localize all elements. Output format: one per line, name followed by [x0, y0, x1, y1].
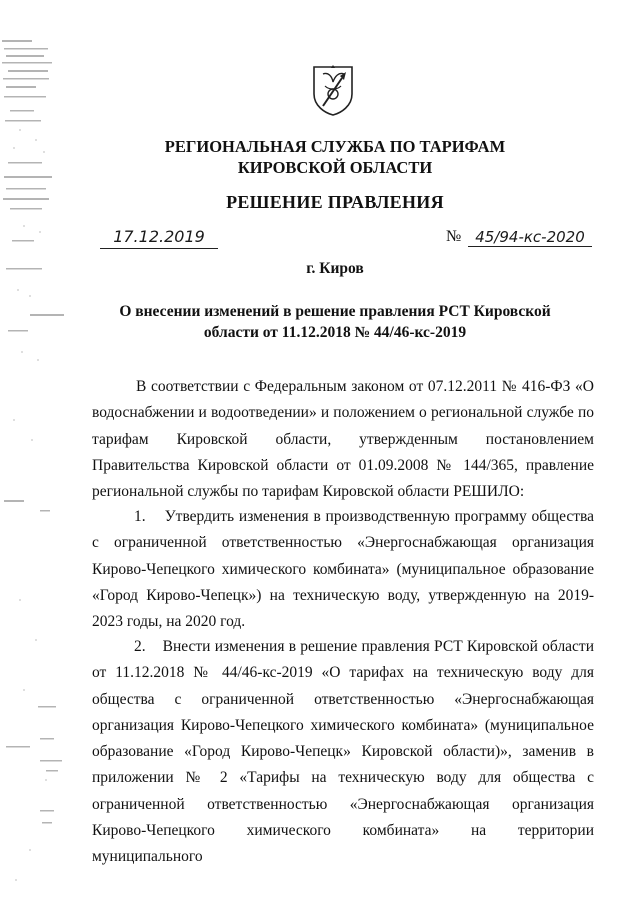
- document-type-title: РЕШЕНИЕ ПРАВЛЕНИЯ: [226, 192, 444, 212]
- decision-subject-line1: О внесении изменений в решение правления РСТ Кировской: [119, 303, 551, 320]
- kirov-coat-of-arms-icon: [311, 64, 355, 116]
- item-1-text: Утвердить изменения в производственную программу общества с ограниченной ответственностью «Энергоснабжающая организация Кирово-Чепецкого химического комбината» (муниципальное образование «Город Кирово-Чепецк») на техническую воду, утвержденную на 2019-2023 годы, на 2020 год.: [92, 508, 595, 631]
- item-2-number: 2.: [134, 638, 146, 655]
- item-1-paragraph: [92, 504, 594, 635]
- item-1-number: 1.: [134, 508, 146, 525]
- organization-name-line1: РЕГИОНАЛЬНАЯ СЛУЖБА ПО ТАРИФАМ: [164, 137, 506, 156]
- decision-number: 45/94-кс-2020: [468, 228, 592, 247]
- organization-name-line2: КИРОВСКОЙ ОБЛАСТИ: [237, 158, 433, 177]
- number-sign: №: [446, 228, 462, 245]
- item-2-text: Внести изменения в решение правления РСТ Кировской области от 11.12.2018 № 44/46-кс-2019 «О тарифах на техническую воду для общества с ограниченной ответственностью «Энергоснабжающая организация Кирово-Чепецкого химического комбината» (муниципальное образование «Город Кирово-Чепецк» Кировской области)», заменив в приложении № 2 «Тарифы на техническую воду для общества с ограниченной ответственностью «Энергоснабжающая организация Кирово-Чепецкого химического комбината» на территории муниципального: [92, 638, 595, 866]
- item-2-paragraph: [92, 634, 594, 871]
- preamble-paragraph: В соответствии с Федеральным законом от 07.12.2011 № 416-ФЗ «О водоснабжении и водоотведении» и положением о региональной службе по тарифам Кировской области, утвержденным постановлением Правительства Кировской области от 01.09.2008 № 144/365, правление региональной службы по тарифам Кировской области РЕШИЛО:: [92, 378, 594, 501]
- decision-date: 17.12.2019: [100, 228, 218, 249]
- decision-subject: [110, 301, 560, 343]
- decision-number-block: [446, 226, 592, 248]
- decision-subject-line2: области от 11.12.2018 № 44/46-кс-2019: [203, 324, 467, 341]
- organization-name: [100, 136, 570, 178]
- city-name: г. Киров: [306, 260, 364, 277]
